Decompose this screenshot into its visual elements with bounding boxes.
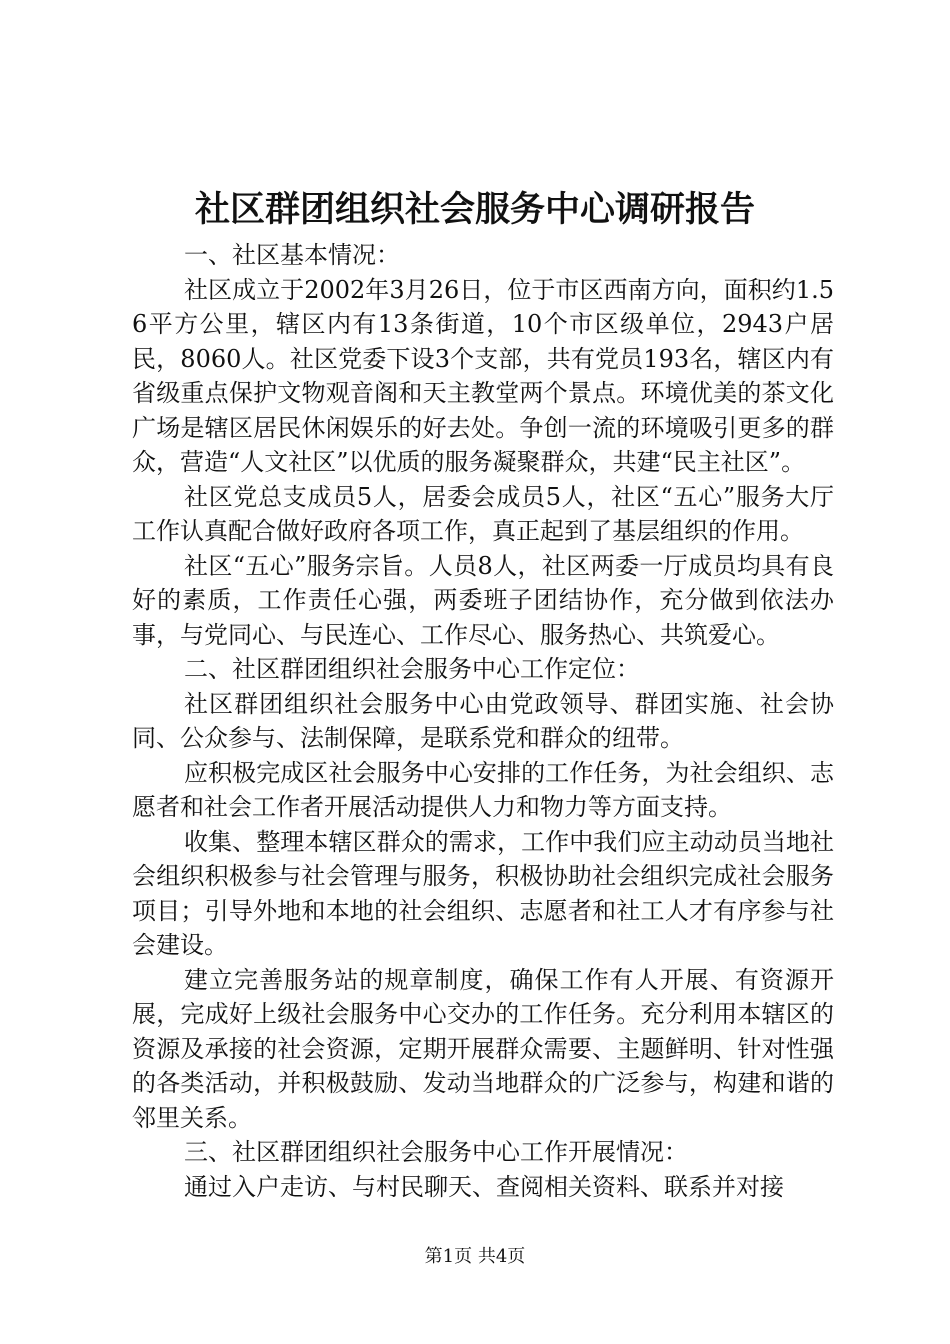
body-paragraph: 社区群团组织社会服务中心由党政领导、群团实施、社会协同、公众参与、法制保障，是联系党和群众的纽带。 xyxy=(132,689,834,752)
body-paragraph: 社区成立于2002年3月26日，位于市区西南方向，面积约1.56平方公里，辖区内有13条街道，10个市区级单位，2943户居民，8060人。社区党委下设3个支部，共有党员193名，辖区内有省级重点保护文物观音阁和天主教堂两个景点。环境优美的茶文化广场是辖区居民休闲娱乐的好去处。争创一流的环境吸引更多的群众，营造“人文社区”以优质的服务凝聚群众，共建“民主社区”。 xyxy=(132,275,834,476)
body-paragraph: 应积极完成区社会服务中心安排的工作任务，为社会组织、志愿者和社会工作者开展活动提供人力和物力等方面支持。 xyxy=(132,758,834,821)
document-title: 社区群团组织社会服务中心调研报告 xyxy=(194,189,755,230)
section-heading-work-status: 三、社区群团组织社会服务中心工作开展情况： xyxy=(184,1138,688,1166)
section-heading-positioning: 二、社区群团组织社会服务中心工作定位： xyxy=(184,655,640,683)
body-paragraph: 通过入户走访、与村民聊天、查阅相关资料、联系并对接 xyxy=(184,1172,784,1201)
page-number-footer: 第1页 共4页 xyxy=(424,1246,526,1267)
body-paragraph: 社区“五心”服务宗旨。人员8人，社区两委一厅成员均具有良好的素质，工作责任心强，两委班子团结协作，充分做到依法办事，与党同心、与民连心、工作尽心、服务热心、共筑爱心。 xyxy=(132,551,834,649)
section-heading-basic-info: 一、社区基本情况： xyxy=(184,241,400,269)
document-body xyxy=(132,238,834,1204)
body-paragraph: 建立完善服务站的规章制度，确保工作有人开展、有资源开展，完成好上级社会服务中心交办的工作任务。充分利用本辖区的资源及承接的社会资源，定期开展群众需要、主题鲜明、针对性强的各类活动，并积极鼓励、发动当地群众的广泛参与，构建和谐的邻里关系。 xyxy=(132,965,834,1132)
body-paragraph: 收集、整理本辖区群众的需求，工作中我们应主动动员当地社会组织积极参与社会管理与服务，积极协助社会组织完成社会服务项目；引导外地和本地的社会组织、志愿者和社工人才有序参与社会建设。 xyxy=(132,827,834,959)
body-paragraph: 社区党总支成员5人，居委会成员5人，社区“五心”服务大厅工作认真配合做好政府各项工作，真正起到了基层组织的作用。 xyxy=(132,482,834,545)
